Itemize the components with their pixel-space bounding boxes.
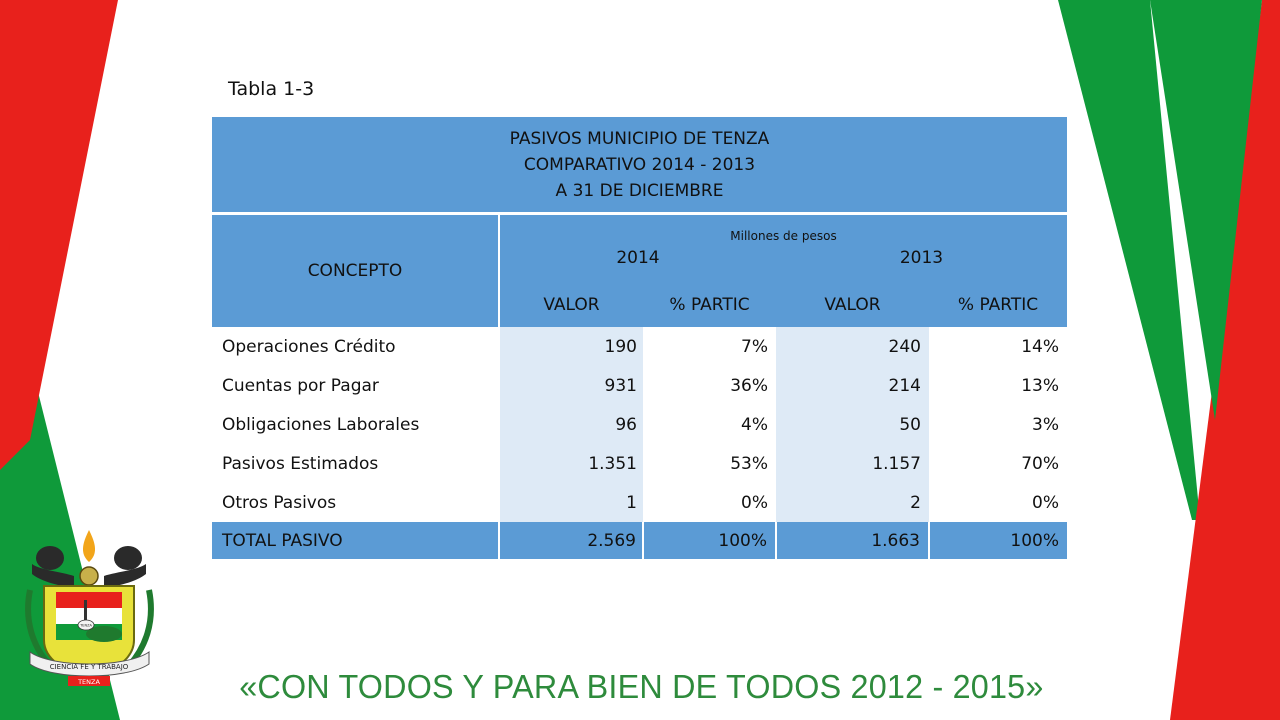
total-value-2014: 2.569 xyxy=(499,522,643,559)
value-2014: 190 xyxy=(499,327,643,366)
torch-flame-icon xyxy=(83,530,95,562)
table-title-line-1: PASIVOS MUNICIPIO DE TENZA xyxy=(509,128,770,149)
town-label: TENZA xyxy=(78,678,100,686)
total-share-2014: 100% xyxy=(643,522,776,559)
municipal-coat-of-arms xyxy=(22,530,157,690)
year-2013-header: 2013 xyxy=(776,243,1067,273)
col-header-valor-2014: VALOR xyxy=(499,273,643,327)
share-2014: 53% xyxy=(643,444,776,483)
liabilities-table xyxy=(212,117,1067,559)
table-row xyxy=(212,405,1067,444)
units-label: Millones de pesos xyxy=(499,214,1067,244)
total-value-2013: 1.663 xyxy=(776,522,929,559)
share-2013: 0% xyxy=(929,483,1067,522)
left-red-stripe xyxy=(0,0,118,470)
table-title-line-3: A 31 DE DICIEMBRE xyxy=(555,180,724,201)
col-header-valor-2013: VALOR xyxy=(776,273,929,327)
row-label: Operaciones Crédito xyxy=(212,327,499,366)
value-2014: 931 xyxy=(499,366,643,405)
share-2014: 0% xyxy=(643,483,776,522)
year-2014-header: 2014 xyxy=(499,243,776,273)
row-label: Obligaciones Laborales xyxy=(212,405,499,444)
row-label: Pasivos Estimados xyxy=(212,444,499,483)
table-caption: Tabla 1-3 xyxy=(228,78,315,100)
row-label: Cuentas por Pagar xyxy=(212,366,499,405)
value-2014: 1 xyxy=(499,483,643,522)
value-2013: 2 xyxy=(776,483,929,522)
col-header-partic-2014: % PARTIC xyxy=(643,273,776,327)
total-label: TOTAL PASIVO xyxy=(212,522,499,559)
table-row xyxy=(212,366,1067,405)
value-2014: 96 xyxy=(499,405,643,444)
campaign-slogan xyxy=(1,668,1280,706)
right-figure-head-icon xyxy=(114,546,142,570)
row-label: Otros Pasivos xyxy=(212,483,499,522)
value-2014: 1.351 xyxy=(499,444,643,483)
concept-header: CONCEPTO xyxy=(212,214,499,328)
plaque-text: TENZA xyxy=(80,623,92,628)
slogan-text: «CON TODOS Y PARA BIEN DE TODOS 2012 - 2015» xyxy=(238,668,1044,705)
table-title xyxy=(212,117,1067,214)
table-row xyxy=(212,483,1067,522)
share-2013: 3% xyxy=(929,405,1067,444)
value-2013: 1.157 xyxy=(776,444,929,483)
value-2013: 240 xyxy=(776,327,929,366)
share-2013: 13% xyxy=(929,366,1067,405)
value-2013: 214 xyxy=(776,366,929,405)
medallion-icon xyxy=(80,567,98,585)
share-2014: 7% xyxy=(643,327,776,366)
share-2013: 70% xyxy=(929,444,1067,483)
value-2013: 50 xyxy=(776,405,929,444)
table-row xyxy=(212,327,1067,366)
motto-text: CIENCIA FE Y TRABAJO xyxy=(49,663,129,671)
left-figure-head-icon xyxy=(36,546,64,570)
table-title-line-2: COMPARATIVO 2014 - 2013 xyxy=(523,154,756,175)
share-2014: 4% xyxy=(643,405,776,444)
total-row xyxy=(212,522,1067,559)
table-row xyxy=(212,444,1067,483)
col-header-partic-2013: % PARTIC xyxy=(929,273,1067,327)
share-2013: 14% xyxy=(929,327,1067,366)
share-2014: 36% xyxy=(643,366,776,405)
total-share-2013: 100% xyxy=(929,522,1067,559)
